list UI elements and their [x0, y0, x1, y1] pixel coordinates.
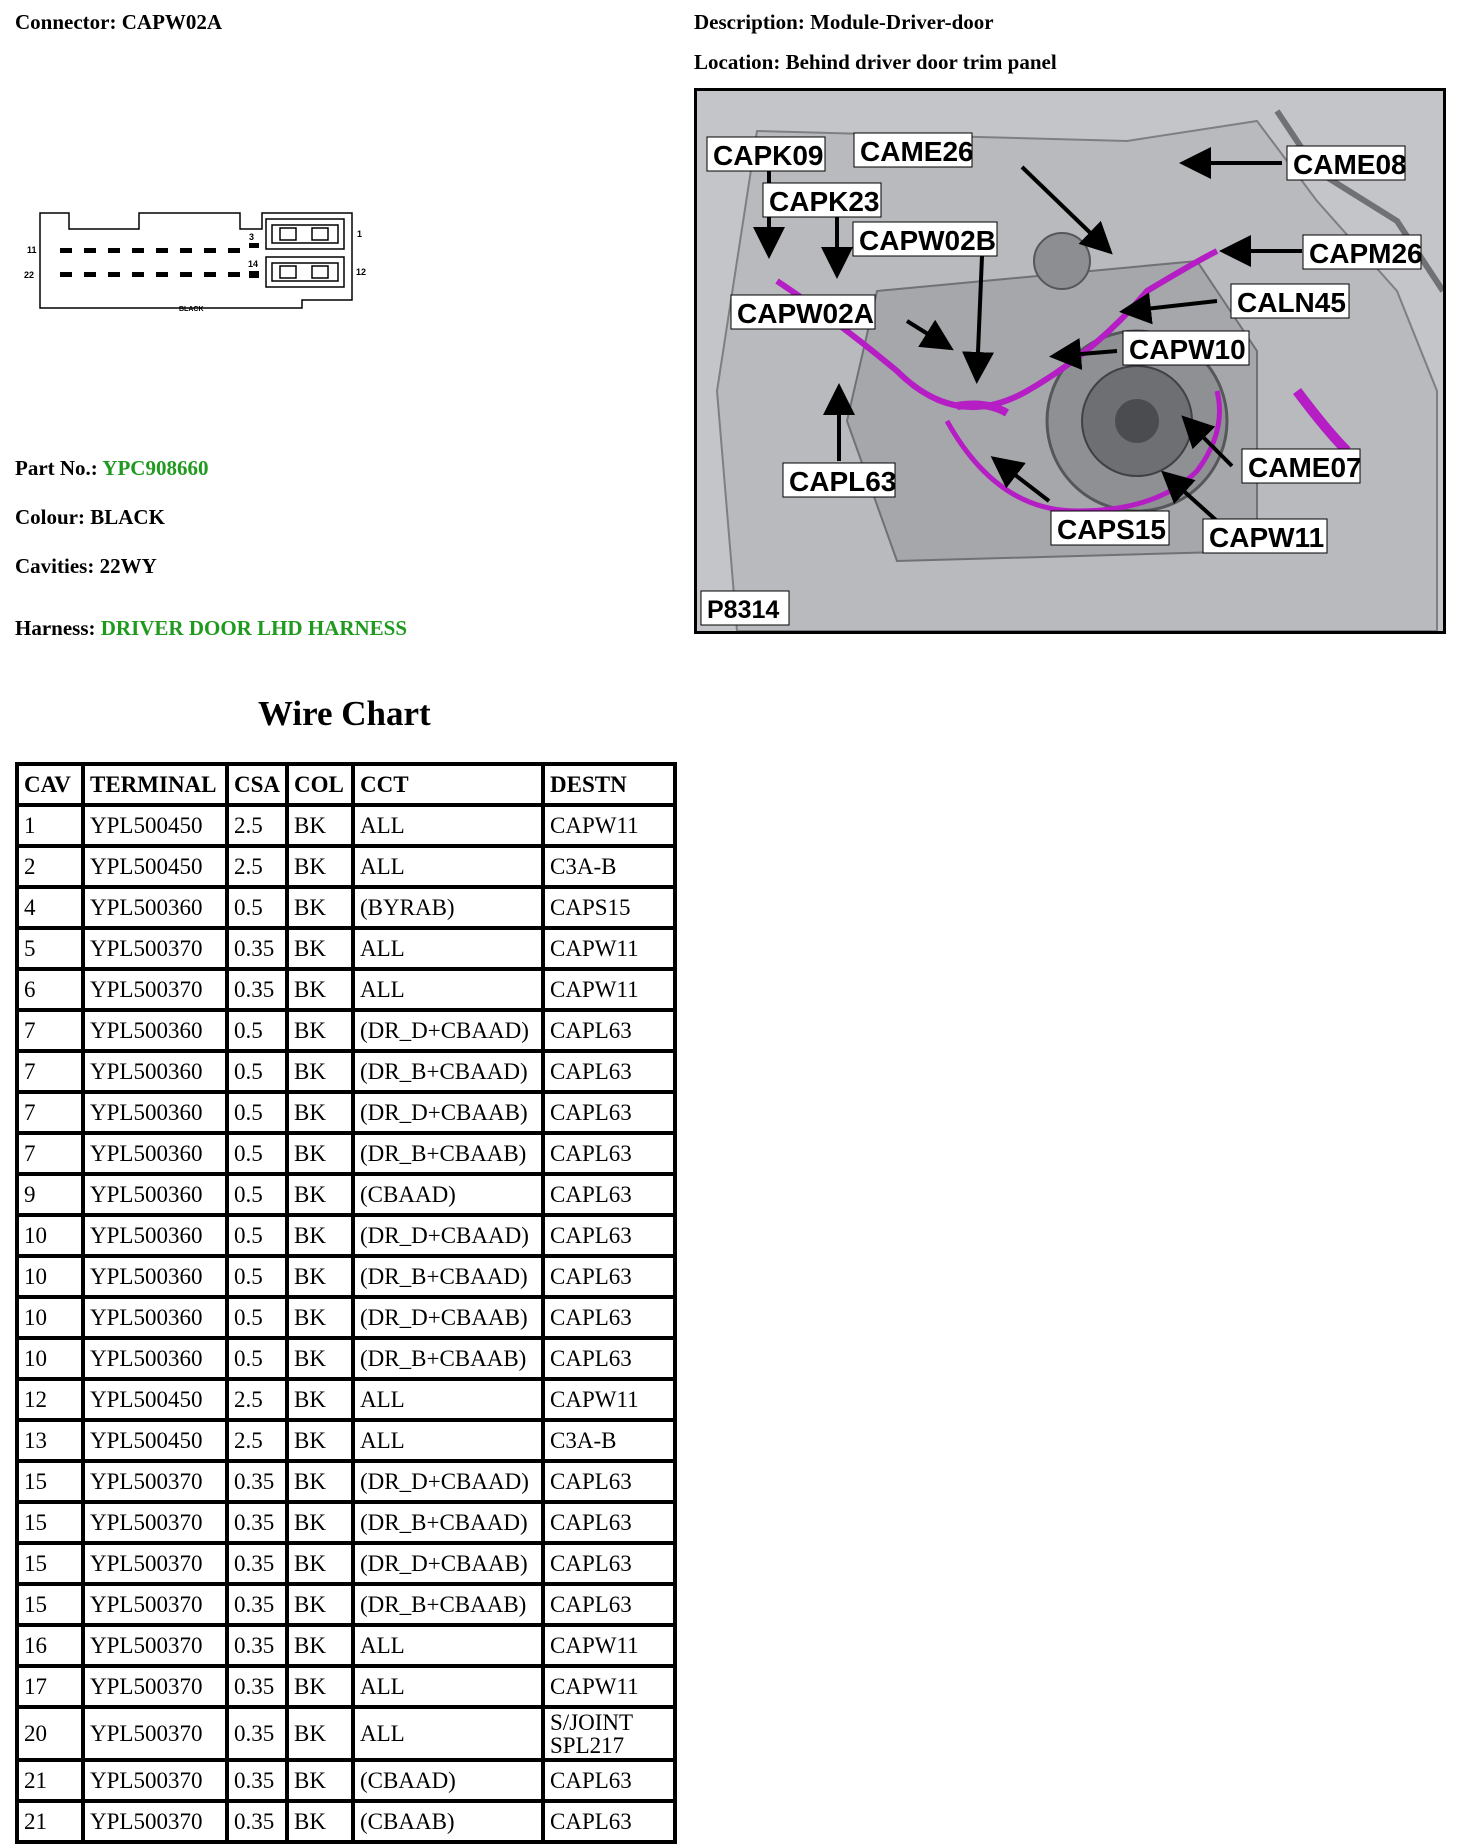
cell-col: BK: [289, 1012, 351, 1049]
cell-terminal: YPL500360: [85, 889, 225, 926]
cell-destn: CAPW11: [545, 1381, 673, 1418]
cell-cav: 6: [19, 971, 81, 1008]
pin-row-bottom: [60, 271, 259, 278]
cell-col: BK: [289, 1176, 351, 1213]
cell-csa: 0.35: [229, 1709, 285, 1758]
cell-terminal: YPL500370: [85, 1627, 225, 1664]
cell-terminal: YPL500360: [85, 1299, 225, 1336]
cell-terminal: YPL500370: [85, 1586, 225, 1623]
table-row: [19, 1135, 673, 1172]
cell-col: BK: [289, 807, 351, 844]
cell-cav: 21: [19, 1762, 81, 1799]
figure-label-came08: CAME08: [1293, 149, 1407, 180]
table-row: [19, 1803, 673, 1840]
table-row: [19, 1463, 673, 1500]
cell-cct: (DR_D+CBAAB): [355, 1094, 541, 1131]
cell-cav: 7: [19, 1094, 81, 1131]
harness-value: DRIVER DOOR LHD HARNESS: [100, 616, 408, 640]
cell-col: BK: [289, 1803, 351, 1840]
part-no-line: [15, 456, 208, 481]
figure-label-capw02a: CAPW02A: [737, 298, 874, 329]
location-line: [694, 50, 1057, 75]
pin-label-1: 1: [357, 229, 363, 239]
colour-line: [15, 505, 165, 530]
cell-csa: 0.5: [229, 1176, 285, 1213]
cell-destn: C3A-B: [545, 1422, 673, 1459]
header-cav: CAV: [19, 766, 81, 803]
cell-cct: (DR_D+CBAAD): [355, 1217, 541, 1254]
cell-csa: 0.5: [229, 1299, 285, 1336]
cell-cct: (DR_B+CBAAB): [355, 1586, 541, 1623]
table-row: [19, 848, 673, 885]
cell-cav: 7: [19, 1135, 81, 1172]
cell-csa: 0.35: [229, 971, 285, 1008]
table-row: [19, 1709, 673, 1758]
cell-col: BK: [289, 1299, 351, 1336]
cell-col: BK: [289, 1217, 351, 1254]
cell-destn: CAPL63: [545, 1803, 673, 1840]
pin-label-22: 22: [24, 270, 35, 280]
cell-csa: 0.35: [229, 1803, 285, 1840]
cell-cct: ALL: [355, 971, 541, 1008]
cell-destn: CAPW11: [545, 971, 673, 1008]
cell-terminal: YPL500450: [85, 1381, 225, 1418]
table-row: [19, 1094, 673, 1131]
cell-destn: CAPL63: [545, 1094, 673, 1131]
cell-csa: 0.35: [229, 1545, 285, 1582]
cell-cct: ALL: [355, 1381, 541, 1418]
location-figure: [694, 88, 1446, 634]
figure-label-capw11: CAPW11: [1209, 522, 1325, 553]
cell-terminal: YPL500360: [85, 1340, 225, 1377]
cell-destn: CAPL63: [545, 1258, 673, 1295]
cell-destn: CAPL63: [545, 1504, 673, 1541]
location-label: Location:: [694, 50, 781, 74]
cell-cct: (DR_B+CBAAB): [355, 1340, 541, 1377]
table-row: [19, 1627, 673, 1664]
cell-cav: 7: [19, 1053, 81, 1090]
cell-csa: 0.35: [229, 930, 285, 967]
wire-chart-title: Wire Chart: [258, 694, 431, 733]
cell-destn: CAPS15: [545, 889, 673, 926]
part-no-label: Part No.:: [15, 456, 98, 480]
header-col: COL: [289, 766, 351, 803]
cell-cav: 15: [19, 1463, 81, 1500]
description-value: Module-Driver-door: [810, 10, 994, 34]
cell-col: BK: [289, 1709, 351, 1758]
cell-terminal: YPL500450: [85, 1422, 225, 1459]
cell-cav: 4: [19, 889, 81, 926]
cell-csa: 0.35: [229, 1586, 285, 1623]
table-row: [19, 1381, 673, 1418]
cell-col: BK: [289, 848, 351, 885]
cell-cav: 10: [19, 1340, 81, 1377]
cell-csa: 2.5: [229, 807, 285, 844]
cell-destn: C3A-B: [545, 848, 673, 885]
cell-destn: CAPL63: [545, 1217, 673, 1254]
cell-cct: (DR_B+CBAAB): [355, 1135, 541, 1172]
cell-cct: ALL: [355, 930, 541, 967]
table-row: [19, 889, 673, 926]
cell-csa: 0.35: [229, 1463, 285, 1500]
cell-cav: 10: [19, 1258, 81, 1295]
cell-terminal: YPL500370: [85, 1762, 225, 1799]
harness-line: [15, 616, 407, 641]
cell-col: BK: [289, 1135, 351, 1172]
table-row: [19, 971, 673, 1008]
cell-destn: CAPW11: [545, 807, 673, 844]
cell-cav: 1: [19, 807, 81, 844]
cell-col: BK: [289, 1627, 351, 1664]
cell-csa: 0.5: [229, 1094, 285, 1131]
description-line: [694, 10, 994, 35]
figure-label-caps15: CAPS15: [1057, 514, 1166, 545]
cell-destn: CAPL63: [545, 1762, 673, 1799]
cell-cav: 7: [19, 1012, 81, 1049]
cell-csa: 0.35: [229, 1762, 285, 1799]
cell-destn: CAPL63: [545, 1545, 673, 1582]
table-row: [19, 1053, 673, 1090]
header-destn: DESTN: [545, 766, 673, 803]
cell-cav: 12: [19, 1381, 81, 1418]
cell-terminal: YPL500370: [85, 1668, 225, 1705]
colour-label: Colour:: [15, 505, 85, 529]
cell-col: BK: [289, 1586, 351, 1623]
cell-csa: 0.5: [229, 1258, 285, 1295]
cell-col: BK: [289, 889, 351, 926]
cell-destn: S/JOINT SPL217: [545, 1709, 673, 1758]
cell-csa: 0.5: [229, 1012, 285, 1049]
description-label: Description:: [694, 10, 805, 34]
table-row: [19, 1586, 673, 1623]
cavities-label: Cavities:: [15, 554, 95, 578]
colour-caption: BLACK: [179, 306, 204, 313]
cell-csa: 0.5: [229, 1340, 285, 1377]
cell-col: BK: [289, 971, 351, 1008]
cell-csa: 0.35: [229, 1668, 285, 1705]
cell-col: BK: [289, 1504, 351, 1541]
cell-cav: 17: [19, 1668, 81, 1705]
cell-cct: ALL: [355, 1668, 541, 1705]
cell-csa: 0.5: [229, 1053, 285, 1090]
table-row: [19, 1258, 673, 1295]
cell-cct: ALL: [355, 848, 541, 885]
cell-destn: CAPL63: [545, 1053, 673, 1090]
cell-cav: 21: [19, 1803, 81, 1840]
cell-col: BK: [289, 1422, 351, 1459]
cell-cct: (DR_D+CBAAB): [355, 1299, 541, 1336]
figure-label-came26: CAME26: [860, 136, 974, 167]
table-row: [19, 1012, 673, 1049]
cell-csa: 2.5: [229, 1381, 285, 1418]
cell-terminal: YPL500450: [85, 807, 225, 844]
cell-cav: 13: [19, 1422, 81, 1459]
cell-csa: 0.5: [229, 1217, 285, 1254]
cell-col: BK: [289, 1545, 351, 1582]
pin-label-3: 3: [249, 232, 255, 242]
table-row: [19, 930, 673, 967]
cell-terminal: YPL500370: [85, 971, 225, 1008]
cell-cct: (DR_B+CBAAD): [355, 1504, 541, 1541]
cell-col: BK: [289, 1340, 351, 1377]
cell-terminal: YPL500360: [85, 1012, 225, 1049]
cell-cav: 10: [19, 1217, 81, 1254]
cell-terminal: YPL500360: [85, 1135, 225, 1172]
connector-value: CAPW02A: [121, 10, 223, 34]
connector-line: [15, 10, 222, 35]
pin-label-11: 11: [27, 245, 37, 255]
cell-terminal: YPL500370: [85, 1504, 225, 1541]
cell-cav: 20: [19, 1709, 81, 1758]
cell-terminal: YPL500360: [85, 1258, 225, 1295]
table-header-row: [19, 766, 673, 803]
cell-col: BK: [289, 1053, 351, 1090]
table-row: [19, 1217, 673, 1254]
cell-col: BK: [289, 1463, 351, 1500]
cell-cct: (CBAAD): [355, 1762, 541, 1799]
cell-cav: 15: [19, 1504, 81, 1541]
cell-cav: 15: [19, 1586, 81, 1623]
cell-csa: 0.5: [229, 889, 285, 926]
table-row: [19, 1545, 673, 1582]
wire-chart-table: [15, 762, 677, 1844]
figure-label-capw02b: CAPW02B: [859, 225, 996, 256]
cell-terminal: YPL500360: [85, 1053, 225, 1090]
header-cct: CCT: [355, 766, 541, 803]
cell-csa: 0.35: [229, 1627, 285, 1664]
part-no-value: YPC908660: [102, 456, 209, 480]
colour-value: BLACK: [90, 505, 165, 529]
cell-terminal: YPL500450: [85, 848, 225, 885]
cell-cct: ALL: [355, 1709, 541, 1758]
table-row: [19, 1762, 673, 1799]
cell-destn: CAPL63: [545, 1012, 673, 1049]
cell-cct: (CBAAD): [355, 1176, 541, 1213]
connector-label: Connector:: [15, 10, 117, 34]
cell-cct: (DR_D+CBAAD): [355, 1012, 541, 1049]
cell-terminal: YPL500360: [85, 1217, 225, 1254]
table-row: [19, 1299, 673, 1336]
table-row: [19, 1422, 673, 1459]
cavities-line: [15, 554, 157, 579]
cell-cct: (DR_B+CBAAD): [355, 1053, 541, 1090]
door-illustration: [697, 91, 1443, 631]
pin-row-top: [60, 243, 259, 253]
cell-cct: (DR_B+CBAAD): [355, 1258, 541, 1295]
cell-destn: CAPL63: [545, 1463, 673, 1500]
table-row: [19, 1176, 673, 1213]
figure-label-capk23: CAPK23: [769, 186, 880, 217]
cell-cav: 15: [19, 1545, 81, 1582]
cell-terminal: YPL500360: [85, 1094, 225, 1131]
header-csa: CSA: [229, 766, 285, 803]
cavities-value: 22WY: [99, 554, 157, 578]
cell-cct: ALL: [355, 1627, 541, 1664]
cell-col: BK: [289, 930, 351, 967]
figure-label-capl63: CAPL63: [789, 466, 897, 497]
cell-csa: 2.5: [229, 1422, 285, 1459]
cell-cav: 5: [19, 930, 81, 967]
connector-face-diagram: [22, 205, 382, 315]
cell-terminal: YPL500370: [85, 930, 225, 967]
cell-cct: (BYRAB): [355, 889, 541, 926]
pin-label-12: 12: [356, 267, 367, 277]
harness-label: Harness:: [15, 616, 96, 640]
cell-terminal: YPL500370: [85, 1463, 225, 1500]
cell-cct: (DR_D+CBAAB): [355, 1545, 541, 1582]
cell-destn: CAPL63: [545, 1586, 673, 1623]
cell-terminal: YPL500360: [85, 1176, 225, 1213]
cell-destn: CAPW11: [545, 930, 673, 967]
cell-cav: 2: [19, 848, 81, 885]
cell-terminal: YPL500370: [85, 1545, 225, 1582]
cell-terminal: YPL500370: [85, 1803, 225, 1840]
cell-terminal: YPL500370: [85, 1709, 225, 1758]
pin-label-14: 14: [248, 259, 259, 269]
cell-csa: 2.5: [229, 848, 285, 885]
cell-col: BK: [289, 1258, 351, 1295]
cell-cct: (DR_D+CBAAD): [355, 1463, 541, 1500]
table-row: [19, 807, 673, 844]
table-row: [19, 1340, 673, 1377]
cell-col: BK: [289, 1762, 351, 1799]
figure-ref: P8314: [707, 596, 780, 624]
cell-destn: CAPW11: [545, 1627, 673, 1664]
figure-label-caln45: CALN45: [1237, 287, 1346, 318]
cell-destn: CAPL63: [545, 1176, 673, 1213]
table-row: [19, 1504, 673, 1541]
cell-cav: 9: [19, 1176, 81, 1213]
location-value: Behind driver door trim panel: [785, 50, 1057, 74]
figure-label-capw10: CAPW10: [1129, 334, 1246, 365]
cell-cct: (CBAAB): [355, 1803, 541, 1840]
cell-destn: CAPL63: [545, 1135, 673, 1172]
figure-label-capk09: CAPK09: [713, 140, 824, 171]
cell-cav: 16: [19, 1627, 81, 1664]
figure-label-capm26: CAPM26: [1309, 238, 1423, 269]
cell-col: BK: [289, 1094, 351, 1131]
cell-cct: ALL: [355, 1422, 541, 1459]
cell-destn: CAPW11: [545, 1668, 673, 1705]
header-terminal: TERMINAL: [85, 766, 225, 803]
cell-col: BK: [289, 1668, 351, 1705]
cell-col: BK: [289, 1381, 351, 1418]
table-row: [19, 1668, 673, 1705]
cell-destn: CAPL63: [545, 1340, 673, 1377]
cell-csa: 0.5: [229, 1135, 285, 1172]
cell-cct: ALL: [355, 807, 541, 844]
cell-csa: 0.35: [229, 1504, 285, 1541]
cell-destn: CAPL63: [545, 1299, 673, 1336]
wire-chart-body: [19, 807, 673, 1840]
cell-cav: 10: [19, 1299, 81, 1336]
figure-label-came07: CAME07: [1248, 452, 1362, 483]
